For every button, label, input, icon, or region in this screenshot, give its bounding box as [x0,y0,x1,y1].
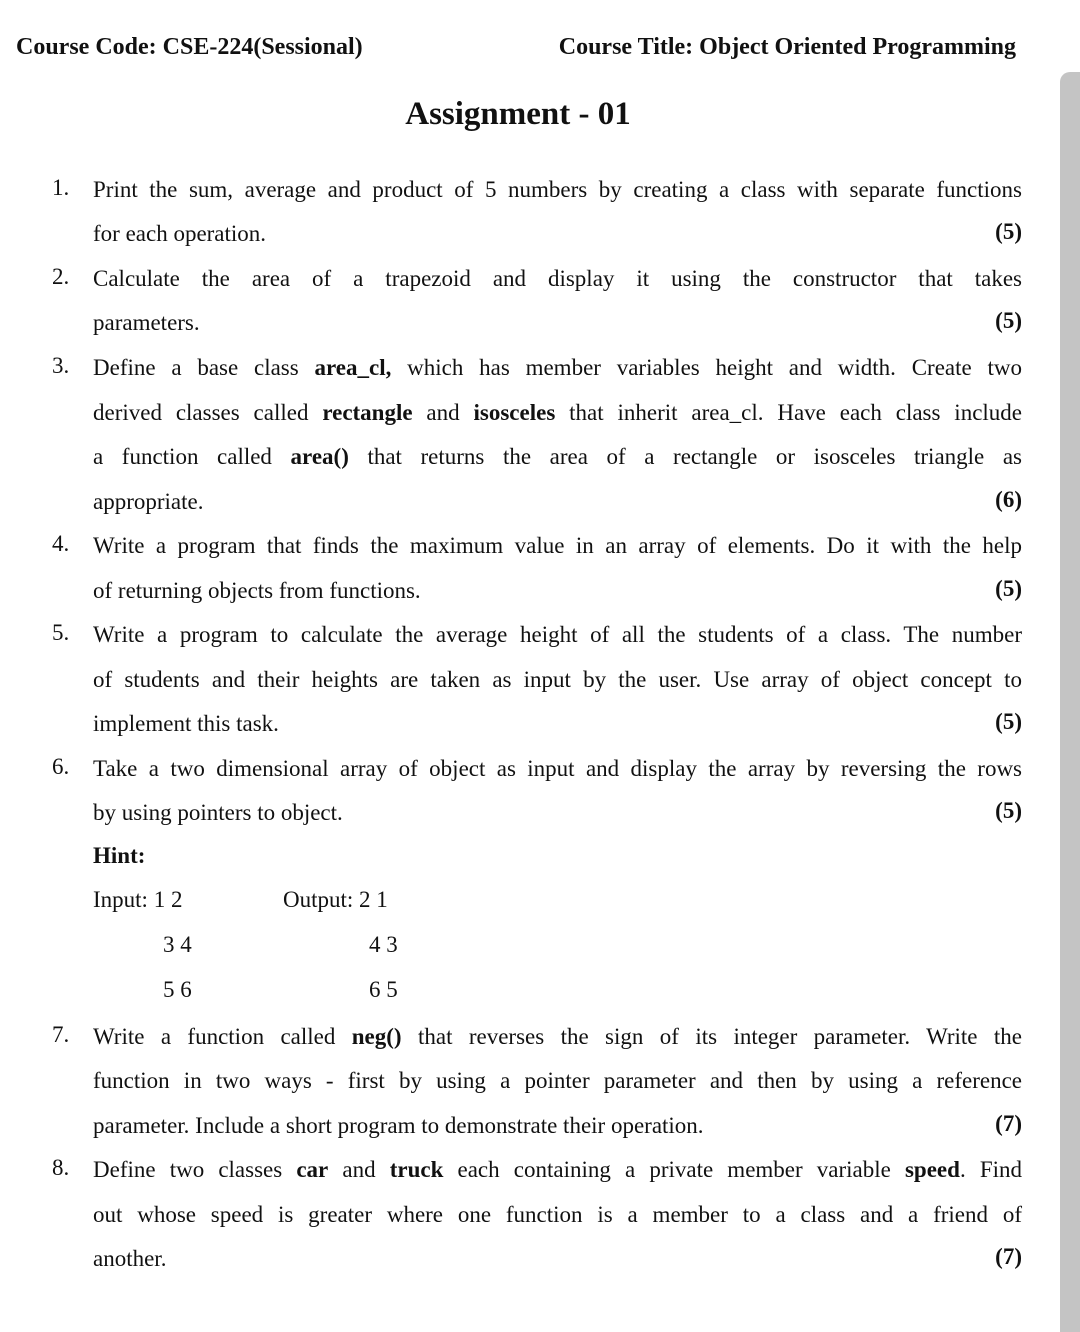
question-text-line: Write a function called neg() that reverses the sign of its integer parameter. Write the [93,1024,1022,1049]
output-row: 6 5 [369,977,398,1002]
question-text-line: by using pointers to object. [93,800,343,825]
question-text-line: out whose speed is greater where one function is a member to a class and a friend of [93,1202,1022,1227]
question-text-line: another. [93,1246,167,1271]
question-marks: (7) [995,1111,1022,1136]
question-marks: (6) [995,487,1022,512]
question-text-line: Write a program to calculate the average height of all the students of a class. The number [93,622,1022,647]
question-text-line: Write a program that finds the maximum value in an array of elements. Do it with the help [93,533,1022,558]
bold-term: car [296,1157,329,1182]
question-number: 7. [52,1022,70,1047]
question-marks: (7) [995,1244,1022,1269]
bold-term: area() [290,444,349,469]
question-marks: (5) [995,219,1022,244]
output-row: 4 3 [369,932,398,957]
question-text-line: for each operation. [93,221,267,246]
question-text-line: Define a base class area_cl, which has member variables height and width. Create two [93,355,1022,380]
question-number: 4. [52,531,70,556]
question-number: 8. [52,1155,70,1180]
bold-term: truck [389,1157,444,1182]
question-text-line: Print the sum, average and product of 5 numbers by creating a class with separate functions [93,177,1022,202]
output-label: Output: 2 1 [283,887,388,912]
question-text-line: Calculate the area of a trapezoid and display it using the constructor that takes [93,266,1022,291]
question-number: 2. [52,264,70,289]
question-number: 5. [52,620,70,645]
question-marks: (5) [995,576,1022,601]
question-text-line: appropriate. [93,489,204,514]
question-text-line: parameter. Include a short program to demonstrate their operation. [93,1113,704,1138]
bold-term: neg() [351,1024,402,1049]
bold-term: isosceles [473,400,556,425]
question-text-line: implement this task. [93,711,279,736]
question-text-line: of returning objects from functions. [93,578,421,603]
input-label: Input: 1 2 [93,887,183,912]
question-marks: (5) [995,709,1022,734]
question-text-line: derived classes called rectangle and isosceles that inherit area_cl. Have each class include [93,400,1022,425]
input-row: 5 6 [163,977,192,1002]
input-row: 3 4 [163,932,192,957]
bold-term: area_cl, [314,355,392,380]
course-title: Course Title: Object Oriented Programming [558,34,1016,60]
question-marks: (5) [995,798,1022,823]
question-number: 1. [52,175,70,200]
question-text-line: of students and their heights are taken as input by the user. Use array of object concept to [93,667,1022,692]
question-number: 6. [52,754,70,779]
question-marks: (5) [995,308,1022,333]
bold-term: rectangle [322,400,413,425]
assignment-title: Assignment - 01 [405,96,631,132]
question-text-line: function in two ways - first by using a pointer parameter and then by using a reference [93,1068,1022,1093]
question-number: 3. [52,353,70,378]
question-text-line: Define two classes car and truck each containing a private member variable speed. Find [93,1157,1022,1182]
question-text-line: parameters. [93,310,200,335]
question-text-line: a function called area() that returns the area of a rectangle or isosceles triangle as [93,444,1022,469]
question-text-line: Take a two dimensional array of object as input and display the array by reversing the rows [93,756,1022,781]
course-code: Course Code: CSE-224(Sessional) [16,34,363,60]
scrollbar[interactable] [1060,72,1080,1332]
bold-term: speed [904,1157,960,1182]
hint-label: Hint: [93,843,146,868]
